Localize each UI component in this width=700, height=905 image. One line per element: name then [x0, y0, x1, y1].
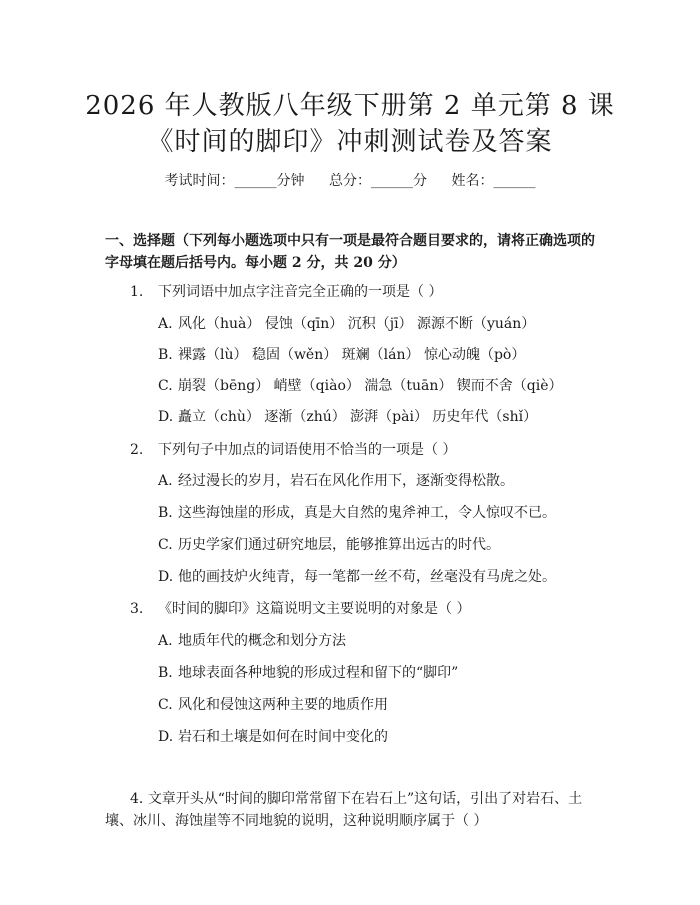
option-text: 裸露（lù） 稳固（wěn） 斑斓（lán） 惊心动魄（pò） — [178, 347, 526, 363]
section-heading: 一、选择题（下列每小题选项中只有一项是最符合题目要求的，请将正确选项的字母填在题后括号内。每小题 2 分，共 20 分） — [105, 233, 595, 271]
question-1-option-c — [158, 375, 563, 397]
option-letter: A. — [158, 633, 173, 649]
question-text: 下列词语中加点字注音完全正确的一项是（ ） — [158, 284, 443, 300]
question-number: 3. — [130, 601, 144, 617]
option-letter: A. — [158, 316, 173, 332]
exam-info — [0, 170, 700, 190]
question-number: 2. — [130, 442, 144, 458]
question-3-option-b — [158, 662, 458, 684]
option-text: 风化和侵蚀这两种主要的地质作用 — [178, 697, 388, 713]
question-2-option-d — [158, 566, 556, 588]
option-text: 岩石和土壤是如何在时间中变化的 — [178, 729, 388, 745]
option-letter: D. — [158, 569, 174, 585]
option-letter: B. — [158, 347, 173, 363]
question-number: 4. — [130, 791, 144, 807]
option-letter: B. — [158, 665, 173, 681]
option-text: 他的画技炉火纯青，每一笔都一丝不苟，丝毫没有马虎之处。 — [178, 569, 556, 585]
question-3-option-c — [158, 694, 388, 716]
question-2 — [130, 439, 456, 461]
option-text: 地质年代的概念和划分方法 — [178, 633, 346, 649]
question-2-option-a — [158, 470, 514, 492]
question-1-option-a — [158, 313, 535, 335]
question-1-option-b — [158, 344, 525, 366]
question-1-option-d — [158, 406, 537, 428]
name-field: 姓名：______ — [451, 173, 536, 189]
question-text: 文章开头从“时间的脚印常常留下在岩石上”这句话，引出了对岩石、土壤、冰川、海蚀崖等不同地貌的说明，这种说明顺序属于（ ） — [105, 791, 583, 829]
question-text: 下列句子中加点的词语使用不恰当的一项是（ ） — [158, 442, 457, 458]
question-4 — [105, 788, 605, 832]
question-2-option-b — [158, 502, 556, 524]
question-2-option-c — [158, 534, 500, 556]
option-text: 风化（huà） 侵蚀（qīn） 沉积（jī） 源源不断（yuán） — [178, 316, 536, 332]
option-text: 这些海蚀崖的形成，真是大自然的鬼斧神工，令人惊叹不已。 — [178, 505, 556, 521]
option-letter: D. — [158, 729, 174, 745]
question-1 — [130, 281, 442, 303]
option-letter: C. — [158, 697, 173, 713]
option-letter: C. — [158, 378, 173, 394]
page-title-line-2: 《时间的脚印》冲刺测试卷及答案 — [147, 127, 553, 157]
exam-time-field: 考试时间：______分钟 — [164, 173, 305, 189]
option-letter: B. — [158, 505, 173, 521]
question-number: 1. — [130, 284, 144, 300]
option-letter: A. — [158, 473, 173, 489]
question-text: 《时间的脚印》这篇说明文主要说明的对象是（ ） — [158, 601, 471, 617]
option-text: 经过漫长的岁月，岩石在风化作用下，逐渐变得松散。 — [178, 473, 514, 489]
option-text: 矗立（chù） 逐渐（zhú） 澎湃（pài） 历史年代（shǐ） — [178, 409, 538, 425]
page-title-line-1: 2026 年人教版八年级下册第 2 单元第 8 课 — [85, 91, 615, 121]
option-text: 崩裂（bēng） 峭壁（qiào） 湍急（tuān） 锲而不舍（qiè） — [178, 378, 563, 394]
question-3-option-d — [158, 726, 388, 748]
option-letter: C. — [158, 537, 173, 553]
question-3-option-a — [158, 630, 346, 652]
option-text: 地球表面各种地貌的形成过程和留下的“脚印” — [178, 665, 459, 681]
option-letter: D. — [158, 409, 174, 425]
option-text: 历史学家们通过研究地层，能够推算出远古的时代。 — [178, 537, 500, 553]
question-3 — [130, 598, 470, 620]
total-score-field: 总分：______分 — [329, 173, 427, 189]
